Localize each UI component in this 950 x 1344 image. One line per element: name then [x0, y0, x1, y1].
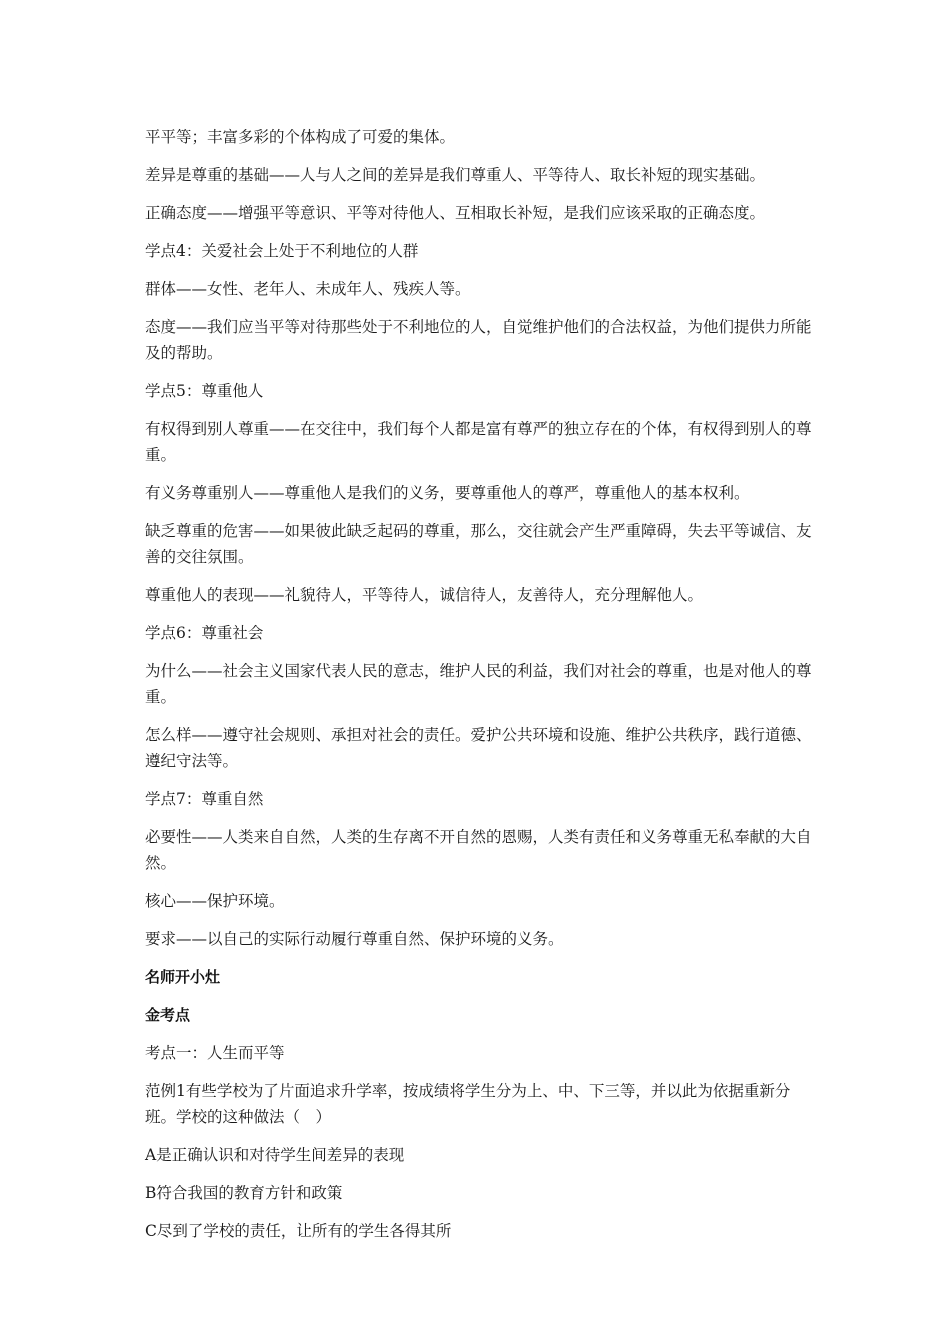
- option-b: B符合我国的教育方针和政策: [145, 1184, 343, 1202]
- paragraph: 有权得到别人尊重——在交往中，我们每个人都是富有尊严的独立存在的个体，有权得到别人的尊重。: [145, 420, 812, 464]
- option-c: C尽到了学校的责任，让所有的学生各得其所: [145, 1222, 452, 1240]
- point-heading-7: 学点7：尊重自然: [145, 790, 264, 808]
- paragraph: 正确态度——增强平等意识、平等对待他人、互相取长补短，是我们应该采取的正确态度。: [145, 204, 766, 222]
- paragraph: 必要性——人类来自自然，人类的生存离不开自然的恩赐，人类有责任和义务尊重无私奉献的大自然。: [145, 828, 812, 872]
- example-question: 范例1有些学校为了片面追求升学率，按成绩将学生分为上、中、下三等，并以此为依据重新分班。学校的这种做法（ ）: [145, 1082, 791, 1126]
- paragraph: 为什么——社会主义国家代表人民的意志，维护人民的利益，我们对社会的尊重，也是对他人的尊重。: [145, 662, 812, 706]
- point-heading-5: 学点5：尊重他人: [145, 382, 264, 400]
- paragraph: 平平等；丰富多彩的个体构成了可爱的集体。: [145, 128, 456, 146]
- paragraph: 差异是尊重的基础——人与人之间的差异是我们尊重人、平等待人、取长补短的现实基础。: [145, 166, 766, 184]
- paragraph: 怎么样——遵守社会规则、承担对社会的责任。爱护公共环境和设施、维护公共秩序，践行道德、遵纪守法等。: [145, 726, 812, 770]
- paragraph: 核心——保护环境。: [145, 892, 285, 910]
- section-heading: 名师开小灶: [145, 968, 221, 986]
- paragraph: 缺乏尊重的危害——如果彼此缺乏起码的尊重，那么，交往就会产生严重障碍，失去平等诚信、友善的交往氛围。: [145, 522, 812, 566]
- point-heading-6: 学点6：尊重社会: [145, 624, 264, 642]
- point-heading-4: 学点4：关爱社会上处于不利地位的人群: [145, 242, 419, 260]
- paragraph: 有义务尊重别人——尊重他人是我们的义务，要尊重他人的尊严，尊重他人的基本权利。: [145, 484, 750, 502]
- paragraph: 要求——以自己的实际行动履行尊重自然、保护环境的义务。: [145, 930, 564, 948]
- exam-point-heading: 考点一：人生而平等: [145, 1044, 285, 1062]
- document-page: [145, 124, 813, 1256]
- subsection-heading: 金考点: [145, 1006, 191, 1024]
- option-a: A是正确认识和对待学生间差异的表现: [145, 1146, 405, 1164]
- paragraph: 尊重他人的表现——礼貌待人，平等待人，诚信待人，友善待人，充分理解他人。: [145, 586, 704, 604]
- paragraph: 态度——我们应当平等对待那些处于不利地位的人，自觉维护他们的合法权益，为他们提供力所能及的帮助。: [145, 318, 812, 362]
- paragraph: 群体——女性、老年人、未成年人、残疾人等。: [145, 280, 471, 298]
